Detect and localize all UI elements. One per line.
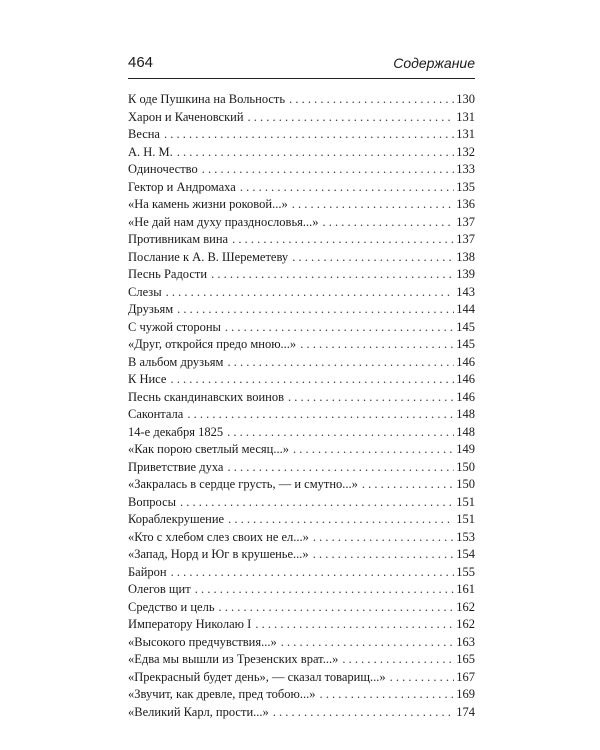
toc-entry [128, 266, 475, 284]
toc-entry-page: 146 [456, 354, 475, 369]
toc-dot-leader [164, 126, 454, 144]
toc-dot-leader [170, 371, 454, 389]
toc-entry-title: Гектор и Андромаха [128, 179, 236, 194]
toc-dot-leader [228, 511, 454, 529]
toc-dot-leader [227, 354, 454, 372]
toc-dot-leader [180, 494, 454, 512]
toc-entry-page: 135 [456, 179, 475, 194]
toc-entry [128, 634, 475, 652]
toc-entry-title: Приветствие духа [128, 459, 224, 474]
toc-entry [128, 214, 475, 232]
toc-entry-page: 155 [456, 564, 475, 579]
toc-entry-page: 149 [456, 442, 475, 456]
toc-entry [128, 669, 475, 687]
toc-entry [128, 319, 475, 337]
toc-entry-title: 14-е декабря 1825 [128, 424, 224, 439]
toc-entry-page: 165 [456, 652, 475, 666]
toc-entry-page: 131 [456, 127, 475, 141]
toc-dot-leader [323, 214, 455, 232]
toc-dot-leader [227, 424, 454, 442]
toc-entry-page: 162 [456, 599, 475, 614]
toc-dot-leader [211, 266, 454, 284]
toc-entry [128, 91, 475, 109]
toc-entry-page: 145 [456, 319, 475, 334]
toc-entry-page: 143 [456, 284, 475, 299]
toc-entry [128, 126, 475, 144]
toc-entry-page: 169 [456, 687, 475, 701]
table-of-contents [128, 91, 475, 721]
toc-entry [128, 686, 475, 704]
toc-entry [128, 581, 475, 599]
toc-dot-leader [177, 301, 454, 319]
toc-entry-title: «На камень жизни роковой...» [128, 197, 288, 211]
toc-dot-leader [281, 634, 455, 652]
toc-entry-page: 174 [456, 704, 475, 719]
toc-entry-title: Кораблекрушение [128, 512, 225, 526]
toc-entry [128, 336, 475, 354]
toc-entry-title: Друзьям [128, 302, 174, 316]
toc-entry-page: 133 [456, 162, 475, 176]
page-header [128, 54, 475, 79]
toc-entry-page: 144 [456, 302, 475, 316]
toc-entry-page: 154 [456, 547, 475, 561]
toc-dot-leader [319, 686, 454, 704]
toc-dot-leader [362, 476, 454, 494]
toc-entry-page: 146 [456, 389, 475, 404]
toc-entry [128, 371, 475, 389]
toc-dot-leader [240, 179, 454, 197]
toc-dot-leader [292, 249, 454, 267]
toc-entry-title: Вопросы [128, 494, 177, 509]
toc-entry-page: 136 [456, 197, 475, 211]
toc-entry [128, 161, 475, 179]
toc-entry [128, 599, 475, 617]
toc-entry-title: Байрон [128, 564, 167, 579]
toc-entry-title: Средство и цель [128, 599, 215, 614]
toc-entry [128, 704, 475, 722]
toc-entry [128, 651, 475, 669]
toc-entry-page: 163 [456, 634, 475, 649]
toc-dot-leader [171, 564, 455, 582]
toc-entry-page: 137 [456, 232, 475, 246]
toc-dot-leader [342, 651, 454, 669]
toc-entry [128, 459, 475, 477]
toc-entry [128, 284, 475, 302]
toc-entry-title: «Едва мы вышли из Трезенских врат...» [128, 652, 339, 666]
toc-entry-page: 131 [456, 109, 475, 124]
toc-dot-leader [248, 109, 455, 127]
toc-entry [128, 389, 475, 407]
toc-entry-title: К оде Пушкина на Вольность [128, 92, 286, 106]
toc-entry-title: Олегов щит [128, 582, 191, 596]
toc-entry-title: Песнь Радости [128, 267, 208, 281]
toc-entry-title: Весна [128, 127, 160, 141]
toc-entry-page: 148 [456, 407, 475, 421]
running-title: Содержание [393, 55, 475, 71]
toc-entry-title: Императору Николаю I [128, 617, 252, 631]
toc-entry-title: «Звучит, как древле, пред тобою...» [128, 687, 316, 701]
toc-entry-title: Песнь скандинавских воинов [128, 389, 285, 404]
toc-entry [128, 494, 475, 512]
toc-dot-leader [313, 546, 455, 564]
toc-entry-title: Харон и Каченовский [128, 109, 244, 124]
toc-dot-leader [313, 529, 454, 547]
toc-entry [128, 424, 475, 442]
toc-entry-title: «Друг, откройся предо мною...» [128, 337, 297, 351]
toc-entry [128, 179, 475, 197]
toc-entry-page: 162 [456, 617, 475, 631]
toc-entry-title: «Как порою светлый месяц...» [128, 442, 289, 456]
toc-entry-page: 150 [456, 459, 475, 474]
toc-entry-title: С чужой стороны [128, 319, 221, 334]
toc-dot-leader [166, 284, 455, 302]
toc-entry-page: 139 [456, 267, 475, 281]
toc-entry-title: «Прекрасный будет день», — сказал товарищ...» [128, 669, 386, 684]
toc-entry-page: 148 [456, 424, 475, 439]
toc-entry-title: «Закралась в сердце грусть, — и смутно...» [128, 477, 358, 491]
toc-entry-page: 153 [456, 529, 475, 544]
toc-entry [128, 301, 475, 319]
toc-entry-title: Одиночество [128, 162, 198, 176]
toc-entry [128, 476, 475, 494]
toc-entry-title: К Нисе [128, 372, 167, 386]
toc-entry-page: 130 [456, 92, 475, 106]
toc-entry [128, 546, 475, 564]
toc-entry [128, 144, 475, 162]
toc-dot-leader [390, 669, 455, 687]
toc-dot-leader [177, 144, 454, 162]
toc-entry-page: 151 [456, 512, 475, 526]
toc-entry-title: «Высокого предчувствия...» [128, 634, 277, 649]
toc-dot-leader [300, 336, 454, 354]
toc-entry-title: Послание к А. В. Шереметеву [128, 249, 289, 264]
toc-entry-title: А. Н. М. [128, 144, 173, 159]
toc-dot-leader [255, 616, 454, 634]
toc-entry [128, 231, 475, 249]
toc-entry [128, 196, 475, 214]
toc-dot-leader [288, 389, 454, 407]
toc-entry [128, 529, 475, 547]
toc-dot-leader [187, 406, 454, 424]
toc-entry [128, 109, 475, 127]
toc-dot-leader [195, 581, 455, 599]
toc-entry-title: «Запад, Норд и Юг в крушенье...» [128, 547, 309, 561]
toc-entry-title: «Кто с хлебом слез своих не ел...» [128, 529, 309, 544]
toc-entry-title: Противникам вина [128, 232, 229, 246]
toc-entry-page: 146 [456, 372, 475, 386]
toc-entry [128, 354, 475, 372]
toc-dot-leader [289, 91, 454, 109]
toc-dot-leader [232, 231, 454, 249]
toc-entry-title: «Великий Карл, прости...» [128, 704, 269, 719]
toc-entry-page: 161 [456, 582, 475, 596]
toc-entry-page: 150 [456, 477, 475, 491]
toc-entry-title: В альбом друзьям [128, 354, 224, 369]
toc-entry-page: 132 [456, 144, 475, 159]
toc-entry-page: 145 [456, 337, 475, 351]
toc-entry [128, 511, 475, 529]
toc-entry-title: Саконтала [128, 407, 184, 421]
toc-entry-title: Слезы [128, 284, 162, 299]
toc-dot-leader [225, 319, 454, 337]
toc-dot-leader [293, 441, 454, 459]
toc-entry [128, 564, 475, 582]
toc-dot-leader [292, 196, 455, 214]
toc-entry [128, 441, 475, 459]
toc-dot-leader [219, 599, 455, 617]
toc-entry-title: «Не дай нам духу празднословья...» [128, 214, 319, 229]
toc-dot-leader [273, 704, 454, 722]
toc-entry-page: 167 [456, 669, 475, 684]
toc-entry-page: 138 [456, 249, 475, 264]
toc-entry [128, 249, 475, 267]
toc-entry-page: 151 [456, 494, 475, 509]
toc-dot-leader [202, 161, 454, 179]
toc-dot-leader [227, 459, 454, 477]
toc-entry [128, 406, 475, 424]
toc-entry [128, 616, 475, 634]
page-number: 464 [128, 54, 154, 71]
toc-entry-page: 137 [456, 214, 475, 229]
